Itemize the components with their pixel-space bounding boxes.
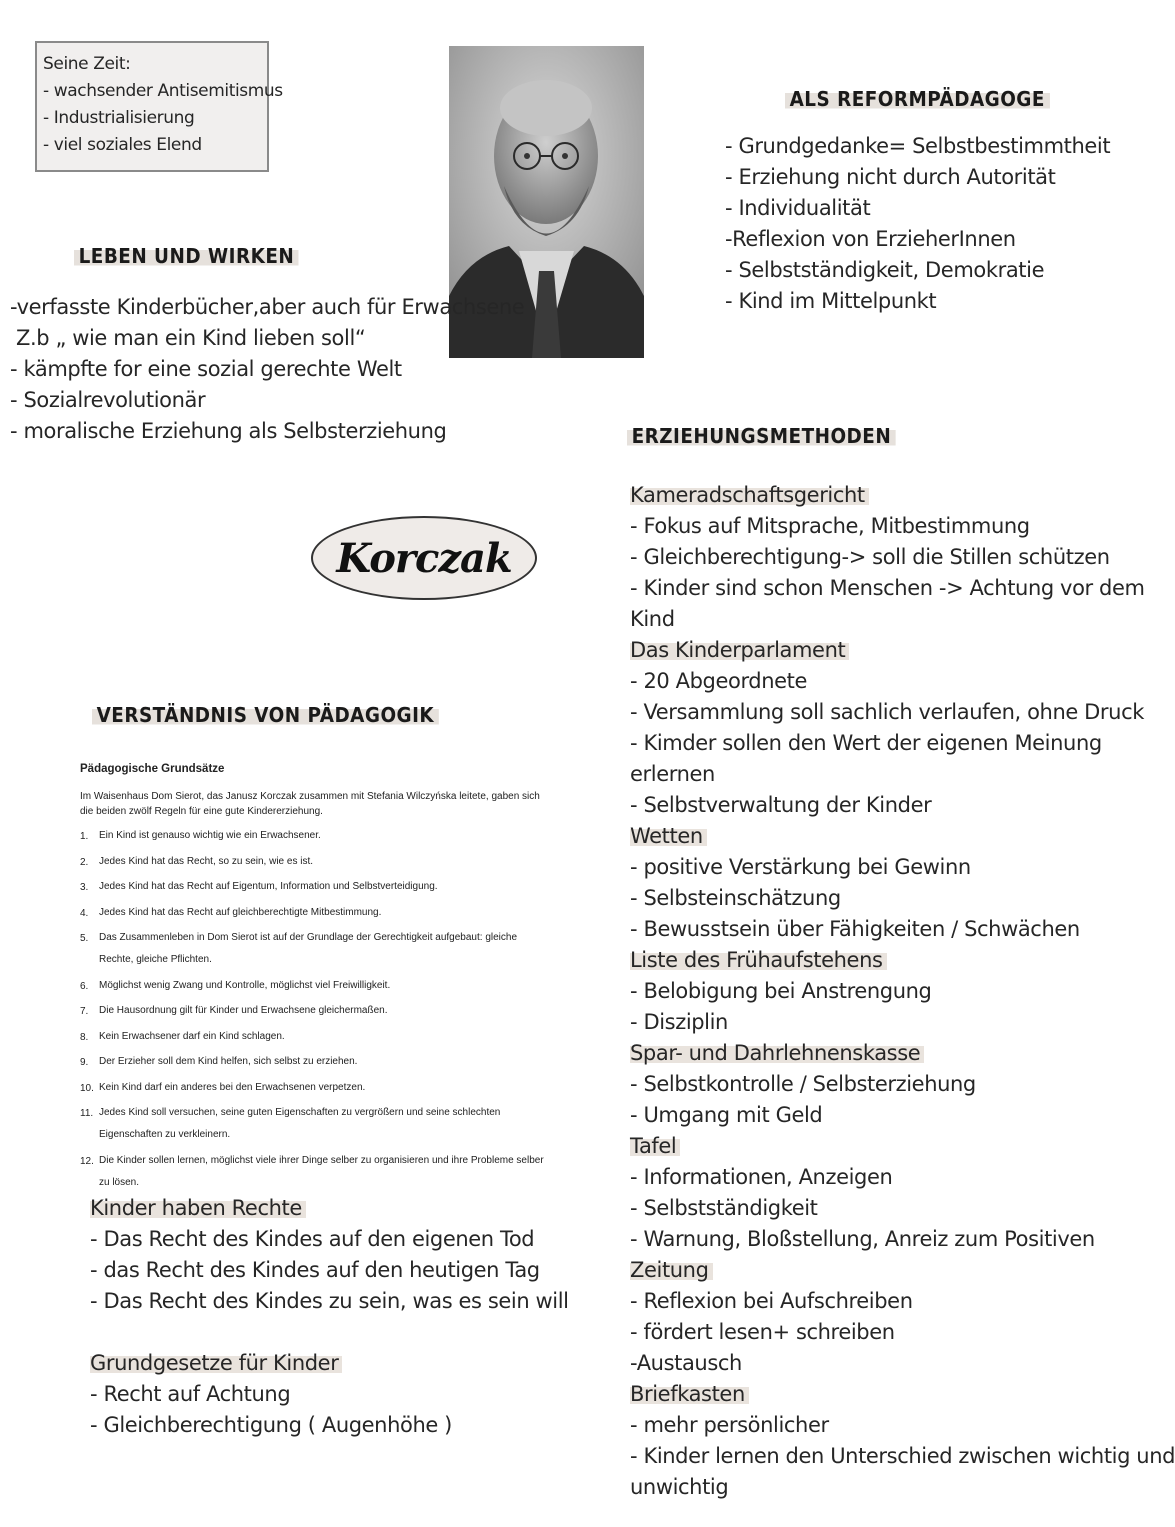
rule-item [80,1106,545,1146]
method-item-text: - Umgang mit Geld [630,1103,823,1127]
rule-item [80,880,545,898]
method-title-text: Das Kinderparlament [630,638,849,662]
method-title [630,821,1175,852]
methoden-heading-wrap [627,424,919,448]
rule-text: Die Kinder sollen lernen, möglichst viele ihrer Dinge selber zu organisieren und ihre Probleme selber zu lösen. [99,1154,544,1188]
title-ellipse [311,516,537,600]
method-item [630,852,1175,883]
method-item [630,1162,1175,1193]
leben-heading-wrap [74,244,318,268]
rule-text: Jedes Kind soll versuchen, seine guten Eigenschaften zu vergrößern und seine schlechten Eigenschaften zu verkleinern. [99,1107,501,1140]
rule-text: Ein Kind ist genauso wichtig wie ein Erwachsener. [99,830,321,841]
method-item-text: - Warnung, Bloßstellung, Anreiz zum Positiven [630,1227,1095,1251]
method-item-text: - Selbstständigkeit [630,1196,818,1220]
method-item [630,542,1175,573]
rule-number: 2. [80,856,89,868]
rechte-item: - Das Recht des Kindes zu sein, was es sein will [90,1289,569,1313]
reform-heading: ALS REFORMPÄDAGOGE [785,87,1050,111]
method-item [630,883,1175,914]
reform-item: - Grundgedanke= Selbstbestimmtheit [725,134,1111,158]
reform-item: -Reflexion von ErzieherInnen [725,227,1016,251]
rechte-item: - Das Recht des Kindes auf den eigenen Tod [90,1227,535,1251]
method-item [630,1441,1175,1472]
rule-number: 4. [80,907,89,919]
method-title [630,1131,1175,1162]
method-item-text: - positive Verstärkung bei Gewinn [630,855,971,879]
method-item-text: - Versammlung soll sachlich verlaufen, ohne Druck [630,700,1144,724]
rechte-heading: Kinder haben Rechte [90,1196,306,1220]
method-item [630,573,1175,604]
method-item-text: - Belobigung bei Anstrengung [630,979,932,1003]
reform-item: - Erziehung nicht durch Autorität [725,165,1056,189]
method-item [630,1348,1175,1379]
method-title [630,1379,1175,1410]
method-title-text: Spar- und Dahrlehnenskasse [630,1041,924,1065]
leben-item: - Sozialrevolutionär [10,388,206,412]
method-item [630,1007,1175,1038]
grundgesetze-item: - Gleichberechtigung ( Augenhöhe ) [90,1413,452,1437]
method-item-text: Kind [630,607,675,631]
method-item-text: - Kinder lernen den Unterschied zwischen wichtig und [630,1444,1175,1468]
method-item-text: - fördert lesen+ schreiben [630,1320,895,1344]
method-title-text: Liste des Frühaufstehens [630,948,887,972]
rule-item [80,1081,545,1099]
verstaendnis-heading: VERSTÄNDNIS VON PÄDAGOGIK [92,703,439,727]
rule-text: Das Zusammenleben in Dom Sierot ist auf der Grundlage der Gerechtigkeit aufgebaut: gleiche Rechte, gleiche Pflichten. [99,932,518,965]
method-item [630,1317,1175,1348]
method-item-text: -Austausch [630,1351,742,1375]
rule-item [80,1030,545,1048]
rule-number: 6. [80,980,89,992]
leben-item: Z.b „ wie man ein Kind lieben soll“ [16,326,366,350]
context-title: Seine Zeit: [43,54,131,74]
method-item-text: - Selbstkontrolle / Selbsterziehung [630,1072,976,1096]
leben-list [10,292,524,447]
rechte-item: - das Recht des Kindes auf den heutigen Tag [90,1258,540,1282]
method-item [630,1069,1175,1100]
method-title [630,635,1175,666]
method-item [630,511,1175,542]
method-item [630,728,1175,759]
rule-text: Möglichst wenig Zwang und Kontrolle, möglichst viel Freiwilligkeit. [99,979,391,991]
method-title-text: Tafel [630,1134,680,1158]
rule-item [80,906,545,924]
rule-text: Jedes Kind hat das Recht auf Eigentum, Information und Selbstverteidigung. [99,881,438,892]
rule-item [80,979,545,997]
methoden-list [630,480,1175,1503]
rule-item [80,829,545,847]
grundsaetze-document [80,762,545,1201]
method-item [630,1100,1175,1131]
rule-number: 7. [80,1006,89,1017]
method-title-text: Briefkasten [630,1382,749,1406]
rule-number: 3. [80,882,89,893]
rule-number: 9. [80,1057,89,1068]
method-item-text: - mehr persönlicher [630,1413,829,1437]
rule-number: 5. [80,933,89,944]
verstaendnis-heading-wrap [92,703,469,727]
method-item [630,666,1175,697]
rule-number: 11. [80,1108,94,1119]
method-item [630,604,1175,635]
method-item-text: - Selbsteinschätzung [630,886,841,910]
rule-item [80,1055,545,1073]
context-item: - viel soziales Elend [43,135,202,155]
grundgesetze-item: - Recht auf Achtung [90,1382,291,1406]
page-title: Korczak [336,534,512,582]
rechte-section [90,1193,569,1317]
method-item-text: - 20 Abgeordnete [630,669,808,693]
rule-item [80,1004,545,1022]
method-title-text: Kameradschaftsgericht [630,483,869,507]
method-item-text: - Bewusstsein über Fähigkeiten / Schwächen [630,917,1080,941]
grundgesetze-section [90,1348,452,1441]
method-item [630,1224,1175,1255]
method-item-text: - Fokus auf Mitsprache, Mitbestimmung [630,514,1030,538]
leben-item: - kämpfte for eine sozial gerechte Welt [10,357,402,381]
rule-text: Jedes Kind hat das Recht, so zu sein, wie es ist. [99,855,313,867]
method-item [630,1286,1175,1317]
method-item [630,976,1175,1007]
method-item [630,1410,1175,1441]
rule-item [80,855,545,873]
method-item-text: - Gleichberechtigung-> soll die Stillen schützen [630,545,1110,569]
rule-number: 8. [80,1031,89,1043]
rule-text: Kein Erwachsener darf ein Kind schlagen. [99,1030,285,1042]
leben-item: -verfasste Kinderbücher,aber auch für Erwachsene [10,295,525,319]
method-title [630,945,1175,976]
method-item-text: - Selbstverwaltung der Kinder [630,793,932,817]
method-item-text: - Kinder sind schon Menschen -> Achtung vor dem [630,576,1145,600]
method-title [630,480,1175,511]
rule-text: Die Hausordnung gilt für Kinder und Erwachsene gleichermaßen. [99,1005,388,1016]
method-item [630,1472,1175,1503]
method-item [630,1193,1175,1224]
leben-item: - moralische Erziehung als Selbsterziehung [10,419,447,443]
context-item: - Industrialisierung [43,108,195,128]
method-title-text: Wetten [630,824,707,848]
reform-item: - Kind im Mittelpunkt [725,289,937,313]
method-title [630,1038,1175,1069]
rule-number: 12. [80,1155,94,1167]
grundgesetze-heading: Grundgesetze für Kinder [90,1351,342,1375]
reform-heading-wrap [785,87,1073,111]
method-item-text: erlernen [630,762,715,786]
rule-item [80,931,545,971]
methoden-heading: ERZIEHUNGSMETHODEN [627,424,896,448]
method-title [630,1255,1175,1286]
method-item-text: unwichtig [630,1475,729,1499]
method-item-text: - Kimder sollen den Wert der eigenen Meinung [630,731,1102,755]
doc-intro: Im Waisenhaus Dom Sierot, das Janusz Korczak zusammen mit Stefania Wilczyńska leitete, gaben sich die beiden zwölf Regeln für eine gute Kindererziehung. [80,791,540,817]
rule-text: Jedes Kind hat das Recht auf gleichberechtigte Mitbestimmung. [99,906,382,918]
rule-number: 1. [80,831,89,842]
method-item [630,914,1175,945]
context-item: - wachsender Antisemitismus [43,81,283,101]
method-item [630,697,1175,728]
rule-text: Der Erzieher soll dem Kind helfen, sich selbst zu erziehen. [99,1056,358,1067]
leben-heading: LEBEN UND WIRKEN [74,244,299,268]
doc-title: Pädagogische Grundsätze [80,763,225,775]
method-item-text: - Informationen, Anzeigen [630,1165,893,1189]
context-box [35,41,283,172]
method-item-text: - Disziplin [630,1010,728,1034]
rule-item [80,1154,545,1194]
rule-number: 10. [80,1082,94,1094]
reform-item: - Individualität [725,196,871,220]
method-item [630,790,1175,821]
method-item [630,759,1175,790]
reform-item: - Selbstständigkeit, Demokratie [725,258,1045,282]
method-item-text: - Reflexion bei Aufschreiben [630,1289,913,1313]
reform-list [725,131,1110,317]
rule-text: Kein Kind darf ein anderes bei den Erwachsenen verpetzen. [99,1081,366,1093]
method-title-text: Zeitung [630,1258,713,1282]
